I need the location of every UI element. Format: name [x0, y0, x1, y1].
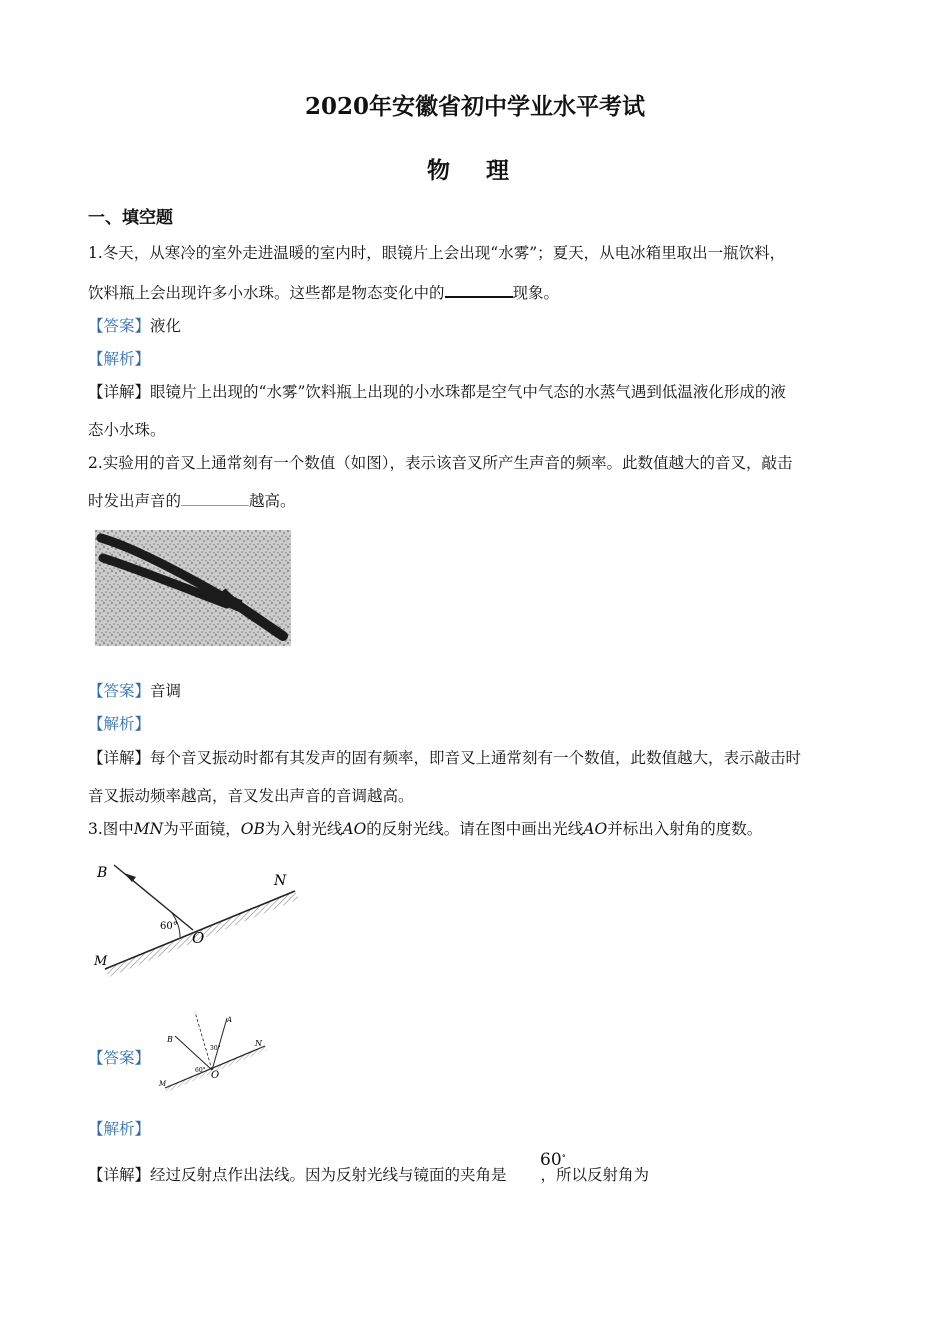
ans-label-o: O — [211, 1070, 220, 1081]
q3-line1 — [88, 819, 868, 839]
q1-detail1-text: 眼镜片上出现的“水雾”饮料瓶上出现的小水珠都是空气中气态的水蒸气遇到低温液化形成的液 — [150, 383, 786, 401]
q2-detail1 — [88, 748, 868, 768]
ans-label-b: B — [167, 1035, 173, 1044]
degree-symbol: ∘ — [561, 1151, 567, 1162]
q3-text-post: 并标出入射角的度数。 — [607, 820, 763, 838]
q3-ao-second: AO — [583, 820, 608, 838]
q2-detail1-text: 每个音叉振动时都有其发声的固有频率，即音叉上通常刻有一个数值，此数值越大，表示敲击时 — [150, 749, 802, 767]
label-o: O — [192, 929, 205, 947]
q2-blank — [181, 491, 249, 506]
q1-analysis-tag: 【解析】 — [88, 350, 151, 368]
q2-answer-tag: 【答案】 — [88, 682, 151, 700]
q1-answer-tag: 【答案】 — [88, 317, 151, 335]
ans-label-n: N — [255, 1039, 262, 1048]
q1-blank — [445, 282, 513, 298]
section-heading: 一、填空题 — [88, 208, 173, 228]
q2-answer-text: 音调 — [150, 682, 182, 700]
q2-detail2: 音叉振动频率越高，音叉发出声音的音调越高。 — [88, 787, 414, 805]
q3-text-mid2: 为入射光线 — [264, 820, 343, 838]
q1-line2-pre: 饮料瓶上会出现许多小水珠。这些都是物态变化中的 — [88, 284, 445, 302]
q3-answer-tag: 【答案】 — [88, 1049, 151, 1067]
ans-label-a: A — [227, 1016, 233, 1024]
q3-text-mid1: 为平面镜， — [163, 820, 241, 838]
ans-label-m: M — [159, 1080, 167, 1088]
exam-title: 2020年安徽省初中学业水平考试 — [304, 93, 645, 120]
q1-line1: 1.冬天，从寒冷的室外走进温暖的室内时，眼镜片上会出现“水雾”；夏天，从电冰箱里取出一瓶饮料， — [88, 244, 786, 262]
label-m: M — [94, 954, 108, 969]
label-b: B — [97, 865, 108, 881]
q1-line2 — [88, 282, 868, 303]
q2-line2 — [88, 491, 868, 511]
q2-line2-pre: 时发出声音的 — [88, 492, 182, 510]
degree-number: 60 — [540, 1150, 562, 1170]
q2-analysis-tag: 【解析】 — [88, 715, 151, 733]
mirror-diagram — [90, 855, 305, 985]
label-60: 60° — [160, 921, 178, 932]
q3-analysis-tag: 【解析】 — [88, 1120, 151, 1138]
q3-text-pre: 3.图中 — [88, 820, 134, 838]
ans-label-30: 30° — [210, 1045, 221, 1052]
q3-detail-post: ，所以反射角为 — [540, 1166, 650, 1184]
q3-text-mid3: 的反射光线。请在图中画出光线 — [366, 820, 584, 838]
subject-title: 物 理 — [426, 157, 523, 184]
q3-detail-tag: 【详解】 — [88, 1166, 151, 1184]
q3-ao-first: AO — [342, 820, 367, 838]
label-n: N — [274, 873, 287, 889]
q1-line2-post: 现象。 — [512, 284, 560, 302]
q3-mn: MN — [133, 820, 164, 838]
q3-ob: OB — [240, 820, 265, 838]
ans-label-60: 60° — [195, 1067, 206, 1074]
q2-answer — [88, 681, 868, 701]
q3-detail-pre: 经过反射点作出法线。因为反射光线与镜面的夹角是 — [150, 1166, 507, 1184]
q2-line2-post: 越高。 — [249, 492, 296, 510]
q3-detail — [88, 1165, 868, 1185]
q2-line1: 2.实验用的音叉上通常刻有一个数值（如图），表示该音叉所产生声音的频率。此数值越大的音叉，敲击 — [88, 454, 793, 472]
q1-detail-tag: 【详解】 — [88, 383, 151, 401]
q1-answer — [88, 316, 868, 336]
answer-mirror-diagram — [155, 1008, 270, 1096]
tuning-fork-photo — [95, 530, 291, 646]
q1-detail2: 态小水珠。 — [88, 421, 166, 439]
q2-detail-tag: 【详解】 — [88, 749, 151, 767]
degree-value — [540, 1150, 566, 1170]
q1-answer-text: 液化 — [150, 317, 182, 335]
q1-detail1 — [88, 382, 868, 402]
